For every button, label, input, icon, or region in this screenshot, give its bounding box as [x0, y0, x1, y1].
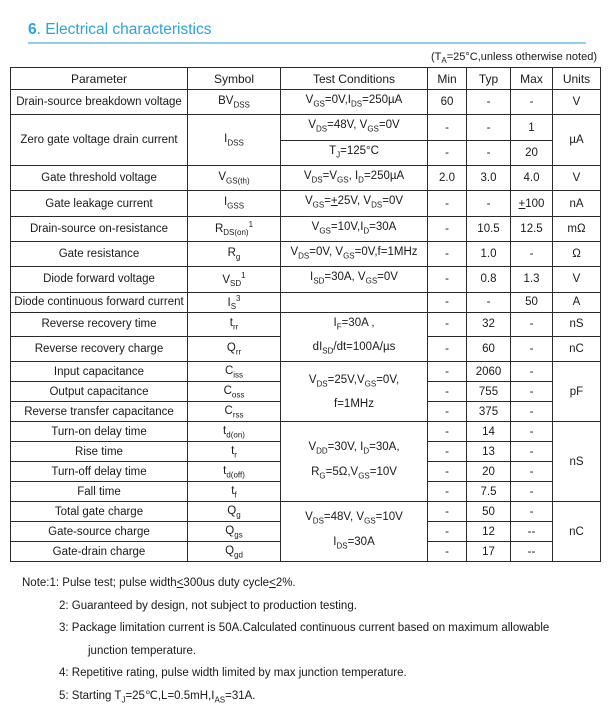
min-cell: -: [428, 216, 467, 241]
typ-cell: 60: [467, 337, 511, 362]
typ-cell: 20: [467, 462, 511, 482]
param-cell: Drain-source breakdown voltage: [11, 90, 188, 115]
cond-cell: [281, 292, 428, 312]
typ-cell: -: [467, 115, 511, 140]
cond-cell: $V_{DS}=48V$, $V_{GS}=0V$: [281, 115, 428, 140]
units-cell: nC: [553, 502, 601, 562]
section-heading: [28, 21, 586, 44]
min-cell: -: [428, 312, 467, 337]
section-number: 6: [28, 21, 37, 38]
max-cell: -: [511, 442, 553, 462]
max-cell: 20: [511, 140, 553, 165]
max-cell: -: [511, 482, 553, 502]
note-4: 4: Repetitive rating, pulse width limited by max junction temperature.: [59, 667, 407, 680]
max-cell: -: [511, 422, 553, 442]
min-cell: -: [428, 337, 467, 362]
symbol-cell: $V_{SD}^1$: [188, 267, 281, 292]
symbol-cell: $t_{d(on)}$: [188, 422, 281, 442]
symbol-cell: $Q_{gs}$: [188, 522, 281, 542]
param-cell: Reverse transfer capacitance: [11, 402, 188, 422]
table-row: [11, 216, 601, 241]
typ-cell: -: [467, 90, 511, 115]
min-cell: -: [428, 267, 467, 292]
typ-cell: 3.0: [467, 166, 511, 191]
col-header-units: Units: [553, 68, 601, 90]
table-row: [11, 90, 601, 115]
min-cell: -: [428, 482, 467, 502]
min-cell: -: [428, 362, 467, 382]
cond-cell: $V_{GS}=10V,I_D=30A$: [281, 216, 428, 241]
param-cell: Total gate charge: [11, 502, 188, 522]
typ-cell: 13: [467, 442, 511, 462]
param-cell: Gate resistance: [11, 241, 188, 266]
max-cell: -: [511, 362, 553, 382]
units-cell: V: [553, 90, 601, 115]
table-row: [11, 115, 601, 140]
section-title: . Electrical characteristics: [36, 21, 212, 38]
max-cell: 12.5: [511, 216, 553, 241]
symbol-cell: $I_{DSS}$: [188, 115, 281, 166]
param-cell: Gate threshold voltage: [11, 166, 188, 191]
electrical-characteristics-table: [10, 67, 601, 562]
table-row: [11, 241, 601, 266]
units-cell: V: [553, 166, 601, 191]
min-cell: -: [428, 422, 467, 442]
units-cell: nC: [553, 337, 601, 362]
table-row: [11, 312, 601, 337]
cond-cell: $V_{DS}=V_{GS}$, $I_D=250\mu A$: [281, 166, 428, 191]
typ-cell: 32: [467, 312, 511, 337]
table-row: [11, 166, 601, 191]
col-header-symbol: Symbol: [188, 68, 281, 90]
symbol-cell: $R_g$: [188, 241, 281, 266]
param-cell: Diode forward voltage: [11, 267, 188, 292]
min-cell: -: [428, 462, 467, 482]
symbol-cell: $t_{d(off)}$: [188, 462, 281, 482]
symbol-cell: $C_{oss}$: [188, 382, 281, 402]
typ-cell: 17: [467, 542, 511, 562]
param-cell: Input capacitance: [11, 362, 188, 382]
min-cell: -: [428, 402, 467, 422]
typ-cell: 375: [467, 402, 511, 422]
max-cell: -: [511, 502, 553, 522]
param-cell: Turn-on delay time: [11, 422, 188, 442]
table-row: [11, 502, 601, 522]
max-cell: -: [511, 312, 553, 337]
param-cell: Reverse recovery charge: [11, 337, 188, 362]
table-row: [11, 267, 601, 292]
col-header-test-conditions: Test Conditions: [281, 68, 428, 90]
col-header-max: Max: [511, 68, 553, 90]
typ-cell: 1.0: [467, 241, 511, 266]
min-cell: -: [428, 241, 467, 266]
max-cell: --: [511, 522, 553, 542]
max-cell: +100: [511, 191, 553, 216]
param-cell: Diode continuous forward current: [11, 292, 188, 312]
symbol-cell: $t_r$: [188, 442, 281, 462]
max-cell: -: [511, 402, 553, 422]
max-cell: -: [511, 241, 553, 266]
units-cell: nS: [553, 312, 601, 337]
symbol-cell: $Q_{gd}$: [188, 542, 281, 562]
max-cell: -: [511, 337, 553, 362]
typ-cell: 50: [467, 502, 511, 522]
table-row: [11, 191, 601, 216]
symbol-cell: $I_{GSS}$: [188, 191, 281, 216]
param-cell: Rise time: [11, 442, 188, 462]
units-cell: mΩ: [553, 216, 601, 241]
param-cell: Turn-off delay time: [11, 462, 188, 482]
col-header-typ: Typ: [467, 68, 511, 90]
col-header-min: Min: [428, 68, 467, 90]
units-cell: nA: [553, 191, 601, 216]
max-cell: 1.3: [511, 267, 553, 292]
max-cell: 50: [511, 292, 553, 312]
symbol-cell: $t_{rr}$: [188, 312, 281, 337]
max-cell: -: [511, 462, 553, 482]
units-cell: nS: [553, 422, 601, 502]
cond-cell: $T_J=125^\circ C$: [281, 140, 428, 165]
typ-cell: 10.5: [467, 216, 511, 241]
symbol-cell: $BV_{DSS}$: [188, 90, 281, 115]
table-row: [11, 362, 601, 382]
cond-cell: $I_F=30A$ , $dI_{SD}/dt=100A/\mu s$: [281, 312, 428, 362]
symbol-cell: $C_{iss}$: [188, 362, 281, 382]
typ-cell: -: [467, 292, 511, 312]
symbol-cell: $t_f$: [188, 482, 281, 502]
max-cell: 1: [511, 115, 553, 140]
units-cell: A: [553, 292, 601, 312]
symbol-cell: $I_S^3$: [188, 292, 281, 312]
table-header-row: [11, 68, 601, 90]
min-cell: 60: [428, 90, 467, 115]
units-cell: pF: [553, 362, 601, 422]
param-cell: Gate-source charge: [11, 522, 188, 542]
param-cell: Fall time: [11, 482, 188, 502]
cond-cell: $V_{DS}=25V,V_{GS}=0V$, f=1MHz: [281, 362, 428, 422]
typ-cell: 14: [467, 422, 511, 442]
min-cell: -: [428, 502, 467, 522]
min-cell: 2.0: [428, 166, 467, 191]
typ-cell: 12: [467, 522, 511, 542]
symbol-cell: $R_{DS(on)}^1$: [188, 216, 281, 241]
min-cell: -: [428, 115, 467, 140]
units-cell: Ω: [553, 241, 601, 266]
min-cell: -: [428, 191, 467, 216]
col-header-parameter: Parameter: [11, 68, 188, 90]
min-cell: -: [428, 382, 467, 402]
symbol-cell: $V_{GS(th)}$: [188, 166, 281, 191]
table-row: [11, 422, 601, 442]
param-cell: Gate-drain charge: [11, 542, 188, 562]
cond-cell: $V_{DS}=48V$, $V_{GS}=10V$ $I_{DS}=30A$: [281, 502, 428, 562]
note-3: 3: Package limitation current is 50A.Calculated continuous current based on maximum allowable: [59, 622, 550, 635]
symbol-cell: $Q_{rr}$: [188, 337, 281, 362]
units-cell: µA: [553, 115, 601, 166]
note-1: Note:1: Pulse test; pulse width<300us duty cycle<2%.: [22, 577, 296, 590]
cond-cell: $I_{SD}=30A$, $V_{GS}=0V$: [281, 267, 428, 292]
param-cell: Output capacitance: [11, 382, 188, 402]
param-cell: Gate leakage current: [11, 191, 188, 216]
typ-cell: 2060: [467, 362, 511, 382]
cond-cell: $V_{DS}=0V$, $V_{GS}=0V,f=1MHz$: [281, 241, 428, 266]
typ-cell: -: [467, 191, 511, 216]
min-cell: -: [428, 442, 467, 462]
min-cell: -: [428, 542, 467, 562]
max-cell: --: [511, 542, 553, 562]
typ-cell: 755: [467, 382, 511, 402]
typ-cell: 0.8: [467, 267, 511, 292]
note-2: 2: Guaranteed by design, not subject to production testing.: [59, 599, 357, 612]
notes-section: [22, 572, 610, 711]
units-cell: V: [553, 267, 601, 292]
test-temperature-note: ($T_A=25^\circ C,unless$ otherwise noted): [431, 51, 597, 66]
max-cell: 4.0: [511, 166, 553, 191]
cond-cell: $V_{GS}=+25V$, $V_{DS}=0V$: [281, 191, 428, 216]
min-cell: -: [428, 292, 467, 312]
param-cell: Drain-source on-resistance: [11, 216, 188, 241]
table-row: [11, 292, 601, 312]
symbol-cell: $C_{rss}$: [188, 402, 281, 422]
note-3-continued: junction temperature.: [88, 644, 197, 657]
typ-cell: 7.5: [467, 482, 511, 502]
max-cell: -: [511, 90, 553, 115]
symbol-cell: $Q_g$: [188, 502, 281, 522]
note-5: 5: Starting $T_J=25℃,L=0.5mH,I_{AS}=31A$.: [59, 689, 256, 704]
cond-cell: $V_{GS}=0V,I_{DS}=250\mu A$: [281, 90, 428, 115]
max-cell: -: [511, 382, 553, 402]
param-cell: Zero gate voltage drain current: [11, 115, 188, 166]
min-cell: -: [428, 140, 467, 165]
param-cell: Reverse recovery time: [11, 312, 188, 337]
min-cell: -: [428, 522, 467, 542]
cond-cell: $V_{DD}=30V$, $I_D=30A$, $R_G=5\Omega,V_{GS}=10V$: [281, 422, 428, 502]
typ-cell: -: [467, 140, 511, 165]
